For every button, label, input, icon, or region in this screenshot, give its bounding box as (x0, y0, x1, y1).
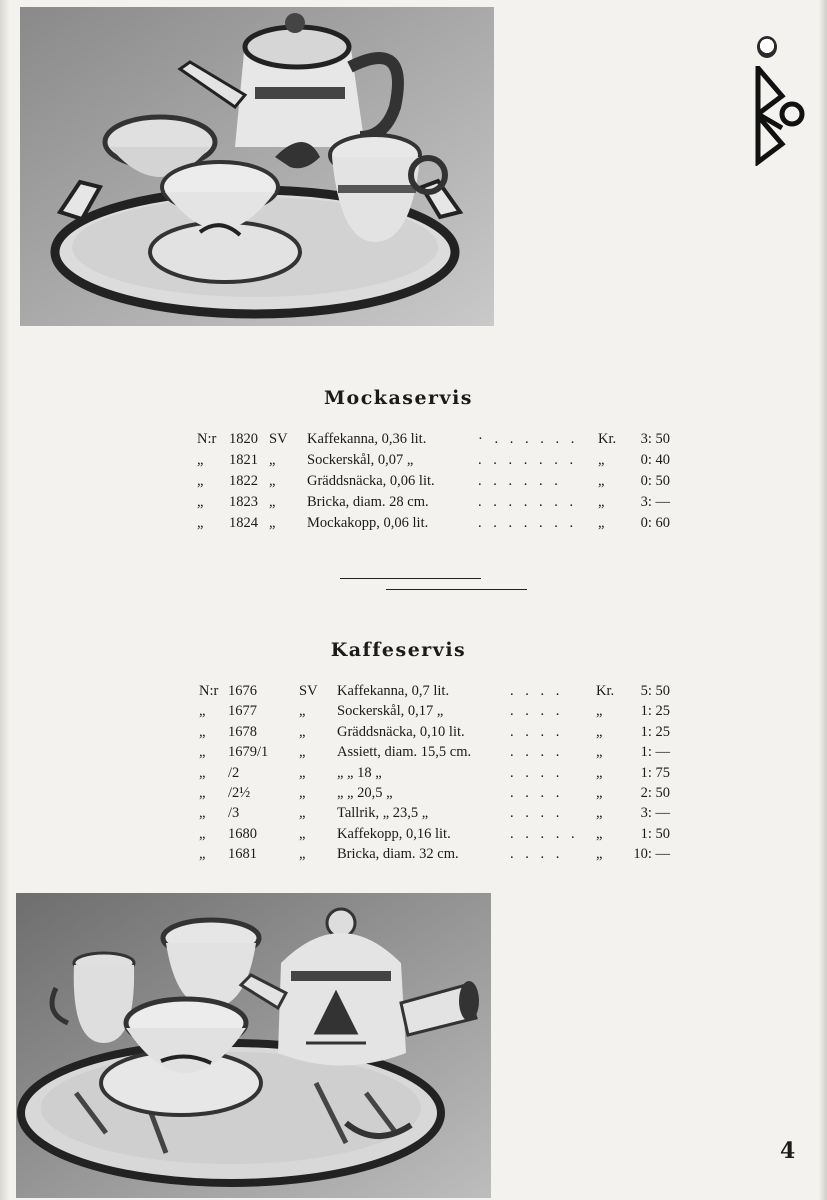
item-number: 1680 (228, 825, 257, 842)
leader-dots: . . . . (510, 785, 564, 801)
item-price: 1: 50 (640, 825, 670, 842)
price-row (0, 846, 827, 866)
item-series: „ (299, 703, 306, 720)
item-description: Gräddsnäcka, 0,10 lit. (337, 723, 465, 740)
item-prefix: N:r (197, 431, 217, 447)
price-row (0, 683, 827, 703)
item-prefix: „ (199, 805, 206, 822)
item-price: 0: 50 (640, 473, 670, 489)
item-number: 1676 (228, 683, 257, 699)
item-series: „ (299, 846, 306, 863)
item-prefix: „ (197, 515, 204, 531)
item-currency: „ (598, 494, 605, 510)
price-row (0, 452, 827, 472)
item-series: „ (269, 473, 276, 489)
item-prefix: „ (197, 494, 204, 510)
leader-dots: . . . . (510, 744, 564, 761)
item-currency: „ (596, 805, 603, 822)
item-number: 1681 (228, 846, 257, 863)
leader-dots: · . . . . . . (478, 431, 579, 447)
item-prefix: „ (199, 723, 206, 740)
item-series: „ (299, 825, 306, 842)
item-price: 2: 50 (640, 785, 670, 801)
item-currency: „ (596, 825, 603, 842)
item-price: 1: 25 (640, 723, 670, 740)
item-description: Kaffekanna, 0,7 lit. (337, 683, 450, 699)
item-description: Mockakopp, 0,06 lit. (307, 515, 429, 531)
price-row (0, 744, 827, 764)
binder-hole (757, 36, 777, 58)
item-currency: „ (596, 846, 603, 863)
price-row (0, 805, 827, 825)
item-prefix: N:r (199, 683, 219, 699)
price-row (0, 473, 827, 493)
item-currency: „ (598, 515, 605, 531)
item-currency: „ (596, 744, 603, 761)
item-prefix: „ (199, 825, 206, 842)
item-description: Bricka, diam. 32 cm. (337, 846, 459, 863)
mockaservis-heading: Mockaservis (324, 387, 473, 409)
price-row (0, 826, 827, 846)
price-row (0, 494, 827, 514)
item-number: 1678 (228, 723, 257, 740)
bo-logo-icon (752, 66, 808, 166)
item-description: „ „ 20,5 „ (337, 785, 393, 801)
item-number: /2 (228, 764, 240, 781)
item-description: Kaffekanna, 0,36 lit. (307, 431, 427, 447)
item-series: „ (269, 452, 276, 468)
item-description: Bricka, diam. 28 cm. (307, 494, 429, 510)
item-price: 0: 40 (640, 452, 670, 468)
item-series: „ (269, 515, 276, 531)
price-row (0, 785, 827, 805)
item-currency: Kr. (596, 683, 615, 699)
leader-dots: . . . . (510, 683, 564, 699)
item-number: 1679/1 (228, 744, 269, 761)
item-currency: „ (598, 473, 605, 489)
leader-dots: . . . . . . . (478, 515, 578, 531)
item-currency: „ (596, 723, 603, 740)
item-number: 1824 (229, 515, 258, 531)
item-series: „ (299, 744, 306, 761)
item-prefix: „ (199, 764, 206, 781)
leader-dots: . . . . (510, 805, 564, 822)
leader-dots: . . . . (510, 723, 564, 740)
price-row (0, 703, 827, 723)
item-price: 3: — (640, 805, 670, 822)
item-prefix: „ (197, 452, 204, 468)
coffee-set-photo (16, 893, 491, 1198)
item-series: „ (299, 723, 306, 740)
item-price: 1: 75 (640, 764, 670, 781)
item-currency: „ (598, 452, 605, 468)
divider-rule (340, 578, 481, 579)
price-row (0, 431, 827, 451)
item-prefix: „ (199, 846, 206, 863)
price-row (0, 724, 827, 744)
divider-rule (386, 589, 527, 590)
item-series: SV (299, 683, 318, 699)
page-right-edge (819, 0, 827, 1200)
item-prefix: „ (199, 785, 206, 801)
item-number: 1822 (229, 473, 258, 489)
item-number: /3 (228, 805, 240, 822)
leader-dots: . . . . . (510, 825, 579, 842)
leader-dots: . . . . . . (478, 473, 562, 489)
item-prefix: „ (199, 744, 206, 761)
price-row (0, 765, 827, 785)
item-prefix: „ (199, 703, 206, 720)
item-currency: Kr. (598, 431, 617, 447)
item-prefix: „ (197, 473, 204, 489)
item-price: 3: — (640, 494, 670, 510)
item-description: Kaffekopp, 0,16 lit. (337, 825, 451, 842)
item-series: „ (299, 785, 306, 801)
leader-dots: . . . . (510, 703, 564, 720)
price-row (0, 515, 827, 535)
item-price: 10: — (633, 846, 670, 863)
item-description: Sockerskål, 0,17 „ (337, 703, 444, 720)
item-description: Assiett, diam. 15,5 cm. (337, 744, 472, 761)
item-currency: „ (596, 785, 603, 801)
page-edge (0, 0, 10, 1200)
item-description: Gräddsnäcka, 0,06 lit. (307, 473, 435, 489)
item-price: 3: 50 (640, 431, 670, 447)
item-currency: „ (596, 703, 603, 720)
leader-dots: . . . . (510, 846, 564, 863)
item-description: Tallrik, „ 23,5 „ (337, 805, 429, 822)
item-description: Sockerskål, 0,07 „ (307, 452, 414, 468)
item-number: 1820 (229, 431, 258, 447)
item-currency: „ (596, 764, 603, 781)
item-number: 1677 (228, 703, 257, 720)
leader-dots: . . . . . . . (478, 494, 578, 510)
leader-dots: . . . . . . . (478, 452, 578, 468)
item-price: 0: 60 (640, 515, 670, 531)
item-series: „ (269, 494, 276, 510)
item-number: /2½ (228, 785, 251, 801)
item-number: 1821 (229, 452, 258, 468)
item-description: „ „ 18 „ (337, 764, 382, 781)
item-series: SV (269, 431, 288, 447)
item-series: „ (299, 764, 306, 781)
mocha-set-photo (20, 7, 494, 326)
page-number: 4 (780, 1138, 796, 1164)
item-number: 1823 (229, 494, 258, 510)
item-price: 1: — (640, 744, 670, 761)
leader-dots: . . . . (510, 764, 564, 781)
kaffeservis-heading: Kaffeservis (330, 639, 467, 661)
item-series: „ (299, 805, 306, 822)
item-price: 5: 50 (640, 683, 670, 699)
item-price: 1: 25 (640, 703, 670, 720)
